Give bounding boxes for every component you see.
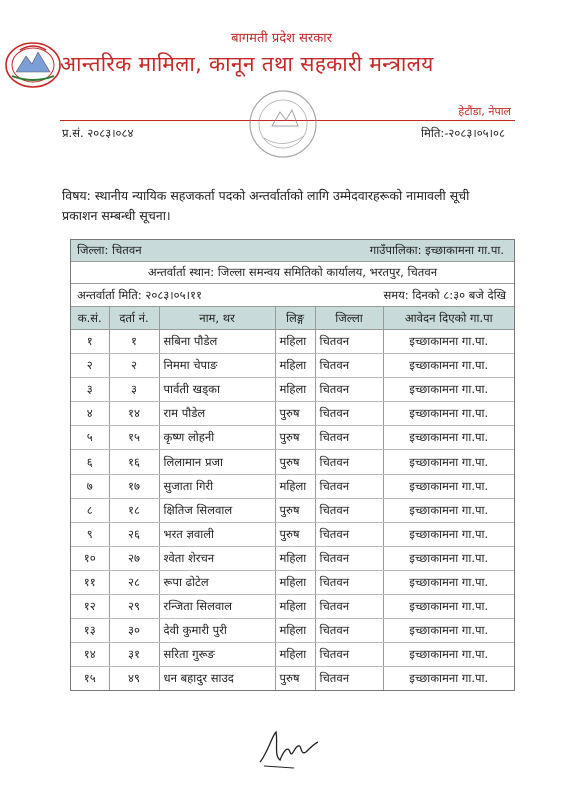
office-stamp-icon <box>234 86 332 162</box>
candidate-table <box>70 239 515 691</box>
serial-cell: २ <box>71 354 109 378</box>
table-row <box>71 354 514 378</box>
reg-no-cell: ४९ <box>109 667 159 691</box>
reg-no-cell: २ <box>109 354 159 378</box>
district-cell: चितवन <box>315 619 383 643</box>
palika-cell: इच्छाकामना गा.पा. <box>383 619 514 643</box>
district-cell: चितवन <box>315 643 383 667</box>
district-cell: चितवन <box>315 474 383 498</box>
table-row <box>71 570 514 594</box>
serial-cell: १० <box>71 546 109 570</box>
gender-cell: महिला <box>275 378 315 402</box>
col-serial: क.सं. <box>71 307 109 330</box>
col-gender: लिङ्ग <box>275 307 315 330</box>
palika-cell: इच्छाकामना गा.पा. <box>383 378 514 402</box>
municipality-label: गाउँपालिका: इच्छाकामना गा.पा. <box>369 243 504 257</box>
table-row <box>71 450 514 474</box>
col-reg-no: दर्ता नं. <box>109 307 159 330</box>
palika-cell: इच्छाकामना गा.पा. <box>383 354 514 378</box>
reg-no-cell: १४ <box>109 402 159 426</box>
gender-cell: पुरुष <box>275 426 315 450</box>
reg-no-cell: २६ <box>109 522 159 546</box>
table-row <box>71 498 514 522</box>
letter-date: मिति:-२०८३।०५।०८ <box>421 126 505 140</box>
serial-cell: १५ <box>71 667 109 691</box>
office-location: हेटौंडा, नेपाल <box>458 105 511 118</box>
palika-cell: इच्छाकामना गा.पा. <box>383 643 514 667</box>
gender-cell: पुरुष <box>275 667 315 691</box>
gender-cell: महिला <box>275 474 315 498</box>
reg-no-cell: १८ <box>109 498 159 522</box>
venue-label: अन्तर्वार्ता स्थान: जिल्ला समन्वय समितिको कार्यालय, भरतपुर, चितवन <box>147 265 438 279</box>
serial-cell: ८ <box>71 498 109 522</box>
district-cell: चितवन <box>315 667 383 691</box>
column-header-row <box>71 307 514 330</box>
reg-no-cell: १७ <box>109 474 159 498</box>
name-cell: भरत ज्ञवाली <box>159 522 275 546</box>
district-cell: चितवन <box>315 522 383 546</box>
serial-cell: ७ <box>71 474 109 498</box>
reg-no-cell: १ <box>109 330 159 354</box>
candidate-rows <box>71 330 514 691</box>
table-row <box>71 378 514 402</box>
name-cell: लिलामान प्रजा <box>159 450 275 474</box>
palika-cell: इच्छाकामना गा.पा. <box>383 546 514 570</box>
table-row <box>71 474 514 498</box>
district-cell: चितवन <box>315 330 383 354</box>
gender-cell: महिला <box>275 354 315 378</box>
gender-cell: पुरुष <box>275 498 315 522</box>
col-applied-palika: आवेदन दिएको गा.पा <box>383 307 514 330</box>
schedule-row <box>71 284 514 307</box>
district-label: जिल्ला: चितवन <box>77 243 142 257</box>
name-cell: राम पौडेल <box>159 402 275 426</box>
name-cell: धन बहादुर साउद <box>159 667 275 691</box>
name-cell: क्षितिज सिलवाल <box>159 498 275 522</box>
interview-time: समय: दिनको ८:३० बजे देखि <box>383 287 506 302</box>
reg-no-cell: ३ <box>109 378 159 402</box>
palika-cell: इच्छाकामना गा.पा. <box>383 402 514 426</box>
reg-no-cell: २९ <box>109 595 159 619</box>
table-row <box>71 402 514 426</box>
interview-date: अन्तर्वार्ता मिति: २०८३।०५।११ <box>77 287 202 302</box>
table-row <box>71 426 514 450</box>
gender-cell: पुरुष <box>275 450 315 474</box>
reference-number: प्र.सं. २०८३।०८४ <box>62 126 134 140</box>
name-cell: सरिता गुरूङ <box>159 643 275 667</box>
palika-cell: इच्छाकामना गा.पा. <box>383 474 514 498</box>
serial-cell: ५ <box>71 426 109 450</box>
reg-no-cell: २७ <box>109 546 159 570</box>
palika-cell: इच्छाकामना गा.पा. <box>383 426 514 450</box>
table-row <box>71 667 514 691</box>
palika-cell: इच्छाकामना गा.पा. <box>409 671 489 686</box>
serial-cell: १२ <box>71 595 109 619</box>
gender-cell: पुरुष <box>275 402 315 426</box>
name-cell: कृष्ण लोहनी <box>159 426 275 450</box>
palika-cell: इच्छाकामना गा.पा. <box>383 595 514 619</box>
serial-cell: ११ <box>71 570 109 594</box>
serial-cell: १ <box>71 330 109 354</box>
serial-cell: ९ <box>71 522 109 546</box>
serial-cell: १३ <box>71 619 109 643</box>
district-cell: चितवन <box>315 498 383 522</box>
reg-no-cell: २८ <box>109 570 159 594</box>
palika-cell: इच्छाकामना गा.पा. <box>383 330 514 354</box>
serial-cell: १४ <box>71 643 109 667</box>
district-cell: चितवन <box>315 378 383 402</box>
reg-no-cell: ३० <box>109 619 159 643</box>
palika-cell: इच्छाकामना गा.पा. <box>383 522 514 546</box>
district-cell: चितवन <box>315 426 383 450</box>
gender-cell: महिला <box>275 330 315 354</box>
district-cell: चितवन <box>315 546 383 570</box>
district-cell: चितवन <box>315 450 383 474</box>
reg-no-cell: ३१ <box>109 643 159 667</box>
gender-cell: महिला <box>275 643 315 667</box>
table-row <box>71 546 514 570</box>
nepal-emblem-icon <box>4 40 62 90</box>
gender-cell: महिला <box>275 619 315 643</box>
serial-cell: ३ <box>71 378 109 402</box>
reg-no-cell: १६ <box>109 450 159 474</box>
name-cell: पार्वती खड्का <box>159 378 275 402</box>
district-cell: चितवन <box>315 570 383 594</box>
col-district: जिल्ला <box>315 307 383 330</box>
palika-cell: इच्छाकामना गा.पा. <box>383 570 514 594</box>
district-cell: चितवन <box>315 595 383 619</box>
name-cell: रन्जिता सिलवाल <box>159 595 275 619</box>
venue-row <box>71 262 514 284</box>
district-row <box>71 240 514 262</box>
name-cell: देवी कुमारी पुरी <box>159 619 275 643</box>
ministry-name: आन्तरिक मामिला, कानून तथा सहकारी मन्त्रालय <box>60 52 434 76</box>
palika-cell: इच्छाकामना गा.पा. <box>383 498 514 522</box>
gender-cell: महिला <box>275 595 315 619</box>
name-cell: निममा चेपाङ <box>159 354 275 378</box>
table-row <box>71 330 514 354</box>
gender-cell: महिला <box>275 570 315 594</box>
government-name: बागमती प्रदेश सरकार <box>231 31 332 46</box>
gender-cell: महिला <box>275 546 315 570</box>
name-cell: रूपा ढोटेल <box>159 570 275 594</box>
serial-cell: ६ <box>71 450 109 474</box>
palika-cell: इच्छाकामना गा.पा. <box>383 450 514 474</box>
name-cell: सबिना पौडेल <box>159 330 275 354</box>
table-row <box>71 619 514 643</box>
candidate-list <box>71 307 514 690</box>
serial-cell: ४ <box>71 402 109 426</box>
district-cell: चितवन <box>315 402 383 426</box>
table-row <box>71 595 514 619</box>
gender-cell: पुरुष <box>275 522 315 546</box>
table-row <box>71 522 514 546</box>
reg-no-cell: १५ <box>109 426 159 450</box>
notice-subject: विषय: स्थानीय न्यायिक सहजकर्ता पदको अन्तर्वार्ताको लागि उम्मेदवारहरूको नामावली सूची प्रकाशन सम्बन्धी सूचना। <box>62 188 470 223</box>
district-cell: चितवन <box>315 354 383 378</box>
name-cell: श्वेता शेरचन <box>159 546 275 570</box>
col-name: नाम, थर <box>159 307 275 330</box>
table-row <box>71 643 514 667</box>
signature-icon <box>254 722 324 772</box>
name-cell: सुजाता गिरी <box>159 474 275 498</box>
